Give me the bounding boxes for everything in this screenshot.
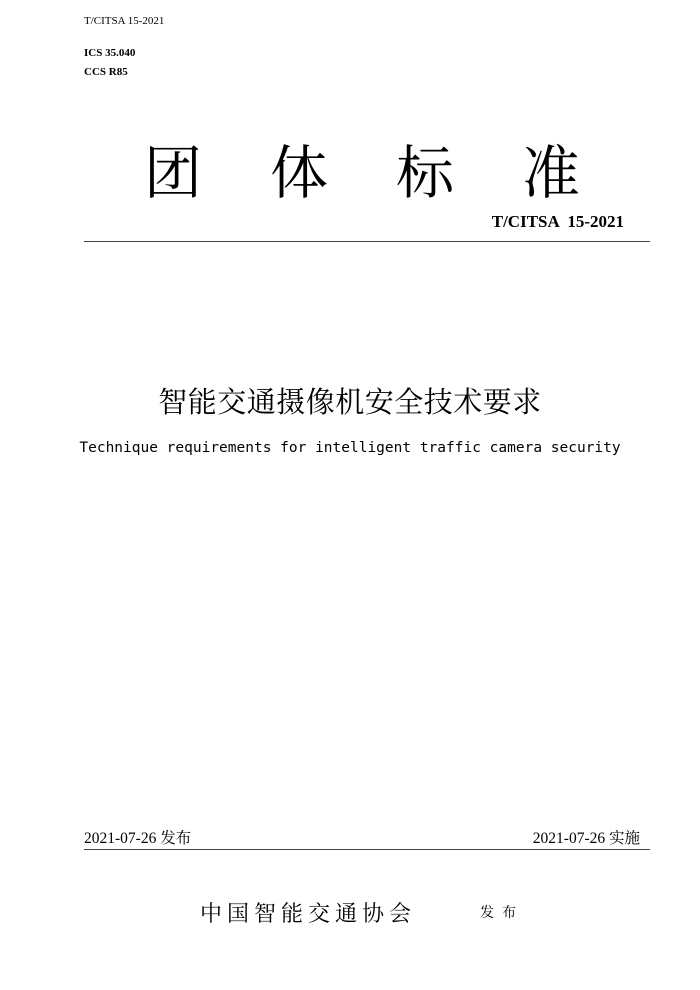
standard-type-char: 体 [270, 139, 329, 207]
ccs-code: CCS R85 [84, 66, 128, 78]
implement-date: 2021-07-26 实施 [532, 830, 640, 847]
top-divider [84, 241, 650, 242]
document-title-english: Technique requirements for intelligent traffic camera security [79, 440, 621, 456]
publisher-name: 中国智能交通协会 [200, 902, 417, 927]
standard-number: T/CITSA 15-2021 [491, 212, 624, 231]
standard-type-char: 准 [522, 139, 581, 207]
publish-label: 发布 [480, 905, 524, 921]
publish-date: 2021-07-26 发布 [84, 830, 192, 847]
ics-code: ICS 35.040 [84, 47, 136, 59]
document-code-header: T/CITSA 15-2021 [84, 15, 165, 27]
standard-type-heading [84, 138, 650, 208]
document-title-chinese: 智能交通摄像机安全技术要求 [158, 385, 542, 419]
bottom-divider [84, 849, 650, 850]
standard-type-char: 标 [396, 139, 455, 207]
standard-type-char: 团 [144, 139, 203, 207]
